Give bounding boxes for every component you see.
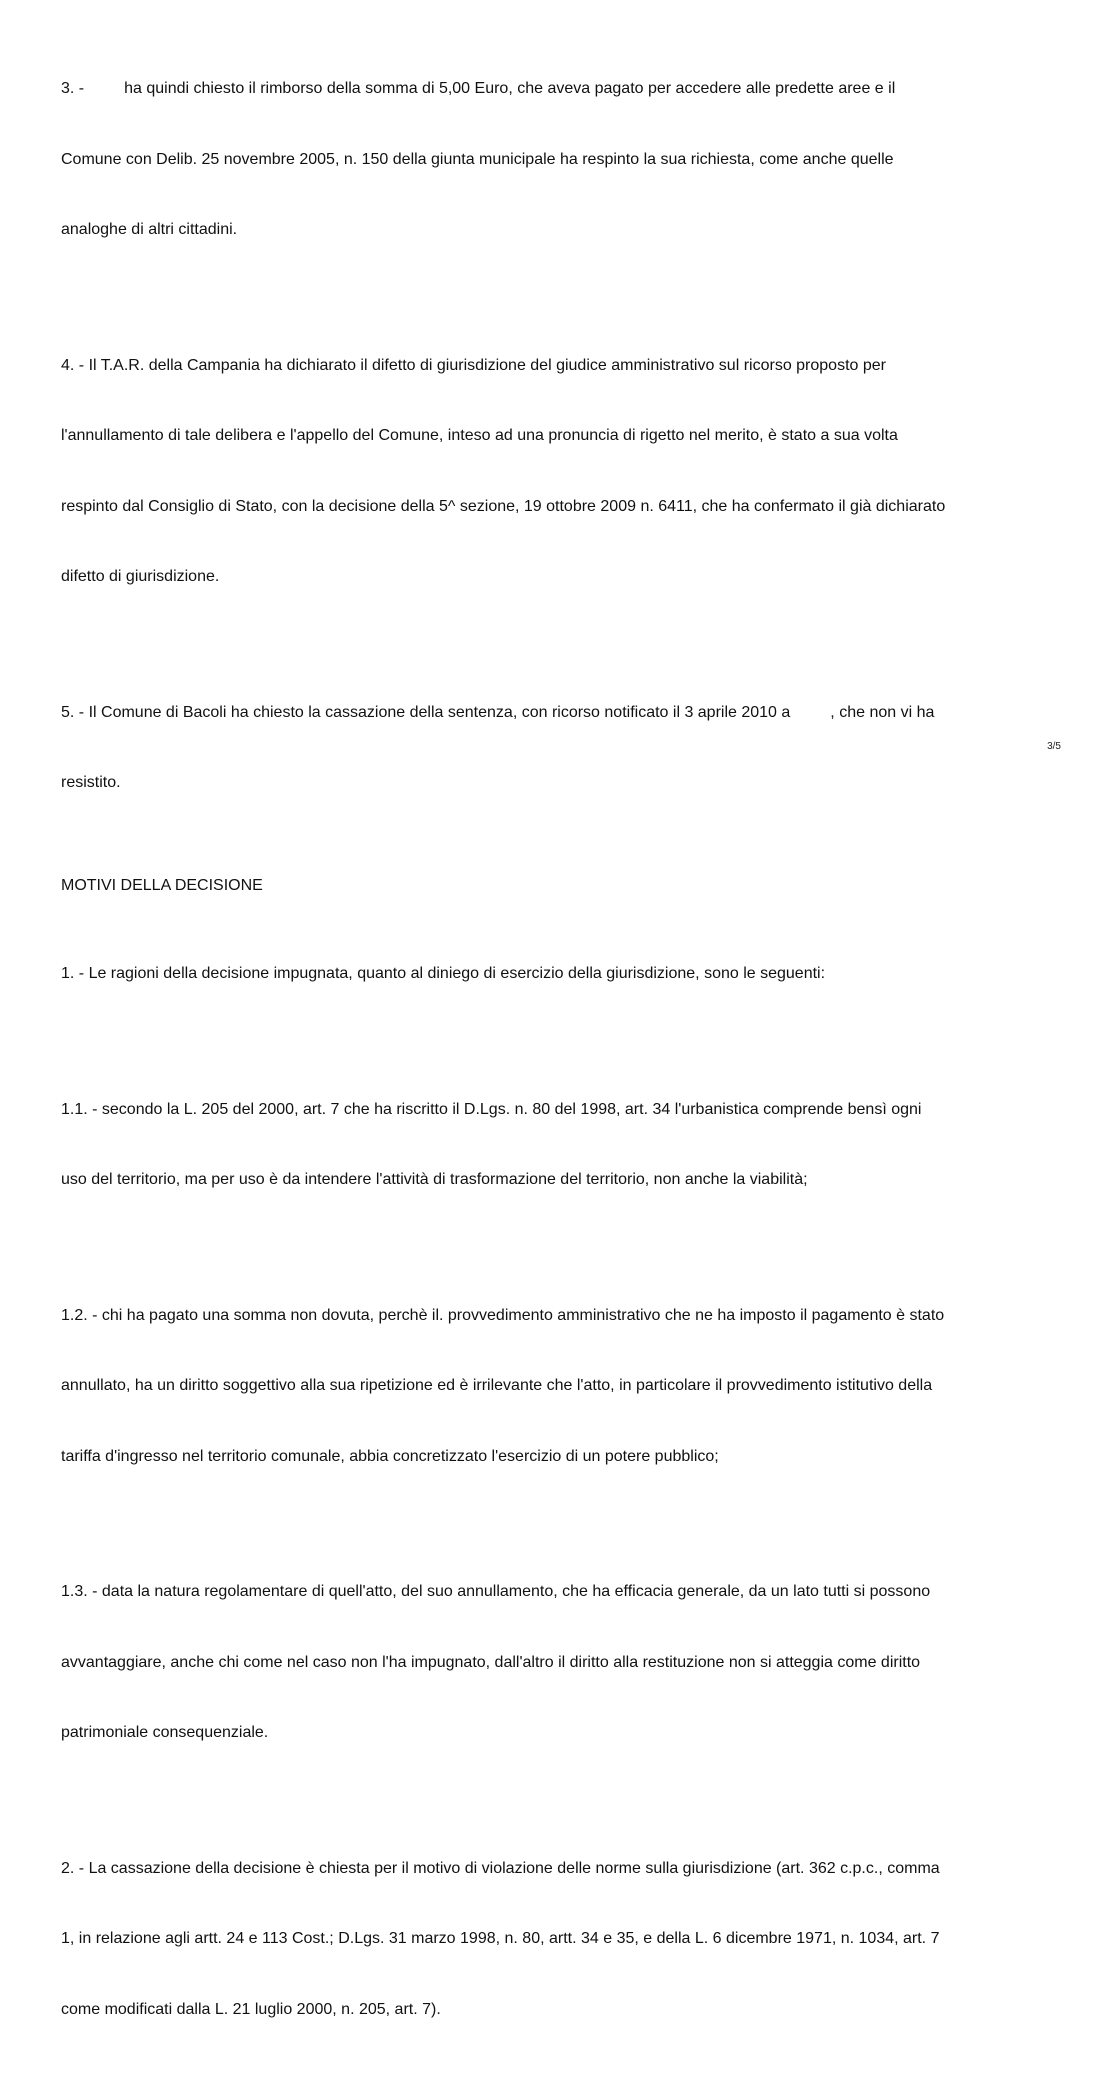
text-line: 1.2. - chi ha pagato una somma non dovuta, perchè il. provvedimento amministrativo che ne ha imposto il pagamento è stato xyxy=(61,1306,945,1324)
text-line: Comune con Delib. 25 novembre 2005, n. 150 della giunta municipale ha respinto la sua richiesta, come anche quelle xyxy=(61,150,894,168)
section-heading: MOTIVI DELLA DECISIONE xyxy=(61,876,263,894)
text-line: 3. - ha quindi chiesto il rimborso della somma di 5,00 Euro, che aveva pagato per accedere alle predette aree e il xyxy=(61,80,896,97)
motivo-1 xyxy=(61,915,1046,1033)
text-line: resistito. xyxy=(61,774,121,791)
text-line: 1, in relazione agli artt. 24 e 113 Cost.; D.Lgs. 31 marzo 1998, n. 80, artt. 34 e 35, e della L. 6 dicembre 1971, n. 1034, art. 7 xyxy=(61,1930,940,1947)
text-line: 2. - La cassazione della decisione è chiesta per il motivo di violazione delle norme sulla giurisdizione (art. 362 c.p.c., comma xyxy=(61,1859,940,1877)
text-line: tariffa d'ingresso nel territorio comunale, abbia concretizzato l'esercizio di un potere pubblico; xyxy=(61,1447,719,1465)
text-line: 5. - Il Comune di Bacoli ha chiesto la cassazione della sentenza, con ricorso notificato il 3 aprile 2010 a , che non vi ha xyxy=(61,703,935,721)
paragraph-3 xyxy=(61,30,1046,289)
text-line: annullato, ha un diritto soggettivo alla sua ripetizione ed è irrilevante che l'atto, in particolare il provvedimento istitutivo della xyxy=(61,1377,933,1394)
text-line: difetto di giurisdizione. xyxy=(61,568,220,585)
paragraph-5 xyxy=(61,654,1046,842)
text-line: 1. - Le ragioni della decisione impugnata, quanto al diniego di esercizio della giurisdizione, sono le seguenti: xyxy=(61,965,826,982)
text-line: l'annullamento di tale delibera e l'appello del Comune, inteso ad una pronuncia di rigetto nel merito, è stato a sua volta xyxy=(61,427,898,444)
spacer xyxy=(61,860,1046,874)
text-line: 1.1. - secondo la L. 205 del 2000, art. 7 che ha riscritto il D.Lgs. n. 80 del 1998, art. 34 l'urbanistica comprende bensì ogni xyxy=(61,1100,922,1118)
text-line: uso del territorio, ma per uso è da intendere l'attività di trasformazione del territorio, non anche la viabilità; xyxy=(61,1171,808,1188)
text-line: patrimoniale consequenziale. xyxy=(61,1724,269,1741)
paragraph-4 xyxy=(61,307,1046,636)
motivo-1-2 xyxy=(61,1257,1046,1516)
text-line: analoghe di altri cittadini. xyxy=(61,221,238,238)
motivo-1-1 xyxy=(61,1051,1046,1239)
motivo-2 xyxy=(61,1810,1046,2069)
motivo-1-3 xyxy=(61,1533,1046,1792)
text-line: respinto dal Consiglio di Stato, con la decisione della 5^ sezione, 19 ottobre 2009 n. 6411, che ha confermato il già dichiarato xyxy=(61,497,946,515)
text-line: avvantaggiare, anche chi come nel caso non l'ha impugnato, dall'altro il diritto alla restituzione non si atteggia come diritto xyxy=(61,1653,921,1671)
document-page xyxy=(61,30,1046,2086)
text-line: 4. - Il T.A.R. della Campania ha dichiarato il difetto di giurisdizione del giudice amministrativo sul ricorso proposto per xyxy=(61,356,886,374)
text-line: come modificati dalla L. 21 luglio 2000, n. 205, art. 7). xyxy=(61,2000,441,2018)
text-line: 1.3. - data la natura regolamentare di quell'atto, del suo annullamento, che ha efficacia generale, da un lato tutti si possono xyxy=(61,1583,931,1600)
page-number: 3/5 xyxy=(1047,741,1061,752)
